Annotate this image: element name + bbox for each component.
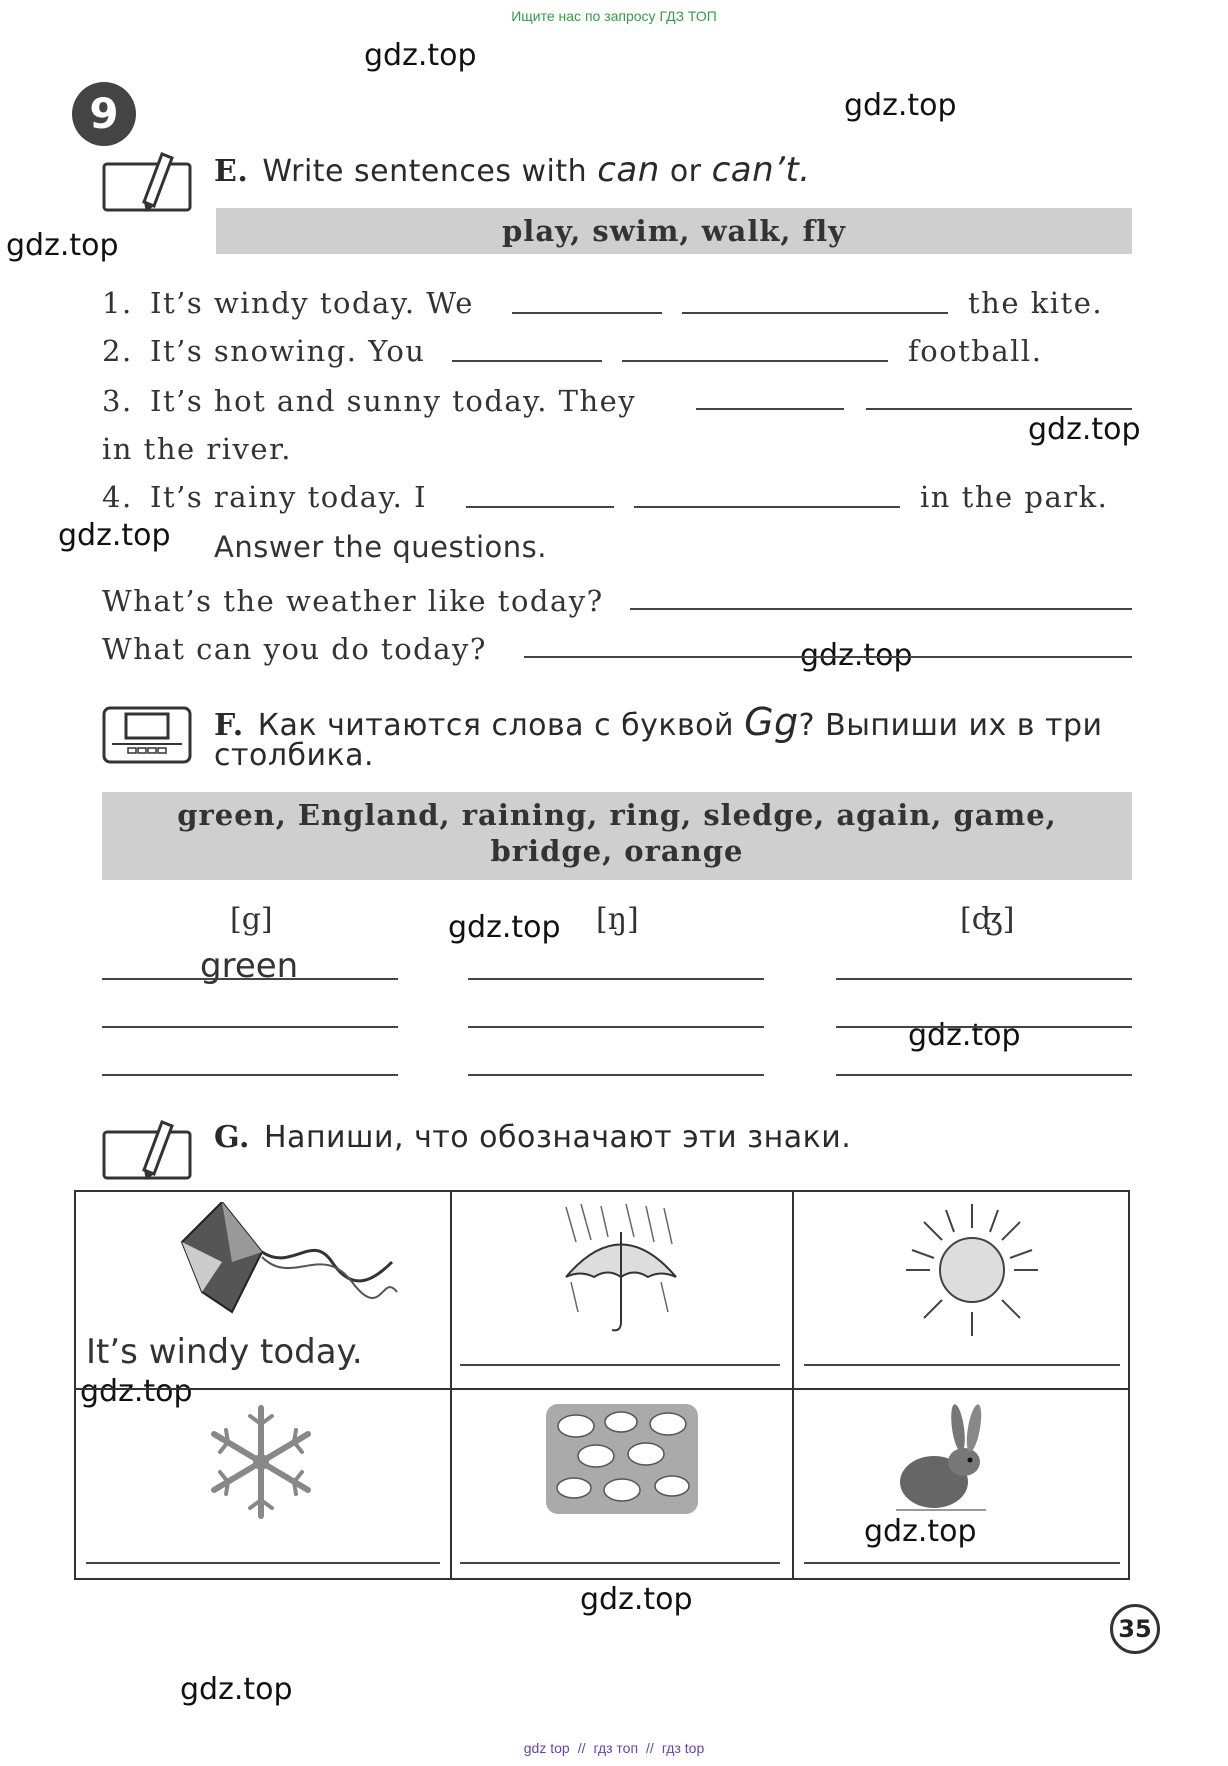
item-3-start: It’s hot and sunny today. They	[150, 384, 637, 418]
item-4-end: in the park.	[920, 480, 1109, 514]
task-f-word-bank	[102, 792, 1132, 880]
laptop-icon	[100, 704, 196, 766]
column-header-ng: [ŋ]	[596, 902, 639, 937]
answer-line[interactable]	[468, 978, 764, 980]
task-e-prompt: Write sentences with	[262, 154, 588, 189]
watermark: gdz.top	[800, 638, 913, 673]
watermark: gdz.top	[448, 910, 561, 945]
task-g-letter: G.	[214, 1120, 250, 1155]
watermark: gdz.top	[580, 1582, 693, 1617]
example-answer-green: green	[200, 946, 299, 986]
task-e-letter: E.	[214, 154, 249, 189]
task-f-letter: F.	[214, 708, 244, 743]
question-1: What’s the weather like today?	[102, 584, 604, 618]
answer-line[interactable]	[634, 506, 900, 508]
word-can: can	[597, 150, 660, 190]
item-2-number: 2.	[102, 334, 133, 368]
footer-separator: //	[646, 1740, 654, 1756]
footer-link[interactable]: гдз топ	[593, 1740, 639, 1756]
answer-line[interactable]	[836, 1074, 1132, 1076]
word-or: or	[669, 154, 702, 189]
answer-line[interactable]	[102, 1026, 398, 1028]
word-bank-line-1: green, England, raining, ring, sledge, again, game,	[177, 798, 1057, 832]
answer-line[interactable]	[524, 656, 1132, 658]
answer-line[interactable]	[622, 360, 888, 362]
answer-line[interactable]	[836, 1026, 1132, 1028]
unit-number-badge: 9	[72, 82, 136, 146]
footer-link[interactable]: gdz top	[523, 1740, 570, 1756]
item-3-number: 3.	[102, 384, 133, 418]
page-number: 35	[1110, 1604, 1160, 1654]
answer-line[interactable]	[836, 978, 1132, 980]
rain-umbrella-icon	[556, 1202, 686, 1342]
answer-line[interactable]	[804, 1562, 1120, 1564]
answer-line[interactable]	[468, 1026, 764, 1028]
answer-line[interactable]	[460, 1364, 780, 1366]
answer-line[interactable]	[102, 978, 398, 980]
answer-line[interactable]	[804, 1364, 1120, 1366]
snowflake-icon	[206, 1402, 316, 1522]
answer-instruction: Answer the questions.	[214, 530, 547, 564]
task-f-prompt: Как читаются слова с буквой	[257, 708, 735, 743]
item-1-number: 1.	[102, 286, 133, 320]
answer-line[interactable]	[866, 408, 1132, 410]
weather-signs-grid	[74, 1190, 1130, 1580]
footer-link[interactable]: гдз top	[661, 1740, 705, 1756]
item-1-start: It’s windy today. We	[150, 286, 474, 320]
item-2-start: It’s snowing. You	[150, 334, 426, 368]
example-answer-windy: It’s windy today.	[86, 1332, 363, 1372]
task-g-title	[214, 1120, 851, 1155]
hare-icon	[886, 1400, 996, 1520]
answer-line[interactable]	[630, 608, 1132, 610]
word-cant: can’t.	[711, 150, 811, 190]
item-4-start: It’s rainy today. I	[150, 480, 428, 514]
watermark: gdz.top	[80, 1374, 193, 1409]
item-4-number: 4.	[102, 480, 133, 514]
watermark: gdz.top	[908, 1018, 1021, 1053]
item-2-end: football.	[908, 334, 1043, 368]
watermark: gdz.top	[6, 228, 119, 263]
answer-line[interactable]	[466, 506, 614, 508]
footer-links	[0, 1740, 1228, 1756]
pencil-icon	[100, 1118, 196, 1184]
word-bank-line-2: bridge, orange	[490, 834, 744, 868]
watermark: gdz.top	[364, 38, 477, 73]
watermark: gdz.top	[864, 1514, 977, 1549]
letter-gg: Gg	[744, 700, 799, 744]
answer-line[interactable]	[468, 1074, 764, 1076]
task-e-word-bank: play, swim, walk, fly	[216, 208, 1132, 254]
sun-icon	[902, 1200, 1042, 1340]
answer-line[interactable]	[460, 1562, 780, 1564]
answer-line[interactable]	[102, 1074, 398, 1076]
task-e-title	[214, 150, 811, 190]
answer-line[interactable]	[86, 1562, 440, 1564]
search-hint: Ищите нас по запросу ГДЗ ТОП	[511, 8, 717, 24]
task-f-title-line2: столбика.	[214, 738, 375, 773]
watermark: gdz.top	[180, 1672, 293, 1707]
watermark: gdz.top	[58, 518, 171, 553]
item-3-continuation: in the river.	[102, 432, 292, 466]
task-f-prompt-end: ? Выпиши их в три	[798, 708, 1103, 743]
answer-line[interactable]	[682, 312, 948, 314]
clouds-icon	[546, 1404, 698, 1514]
pencil-icon	[100, 150, 196, 216]
watermark: gdz.top	[1028, 412, 1141, 447]
column-header-g: [g]	[230, 902, 273, 937]
kite-icon	[162, 1202, 402, 1322]
question-2: What can you do today?	[102, 632, 487, 666]
item-1-end: the kite.	[968, 286, 1104, 320]
task-g-prompt: Напиши, что обозначают эти знаки.	[264, 1120, 852, 1155]
footer-separator: //	[577, 1740, 586, 1756]
answer-line[interactable]	[452, 360, 602, 362]
column-header-dzh: [ʤ]	[960, 902, 1015, 937]
watermark: gdz.top	[844, 88, 957, 123]
answer-line[interactable]	[512, 312, 662, 314]
answer-line[interactable]	[696, 408, 844, 410]
